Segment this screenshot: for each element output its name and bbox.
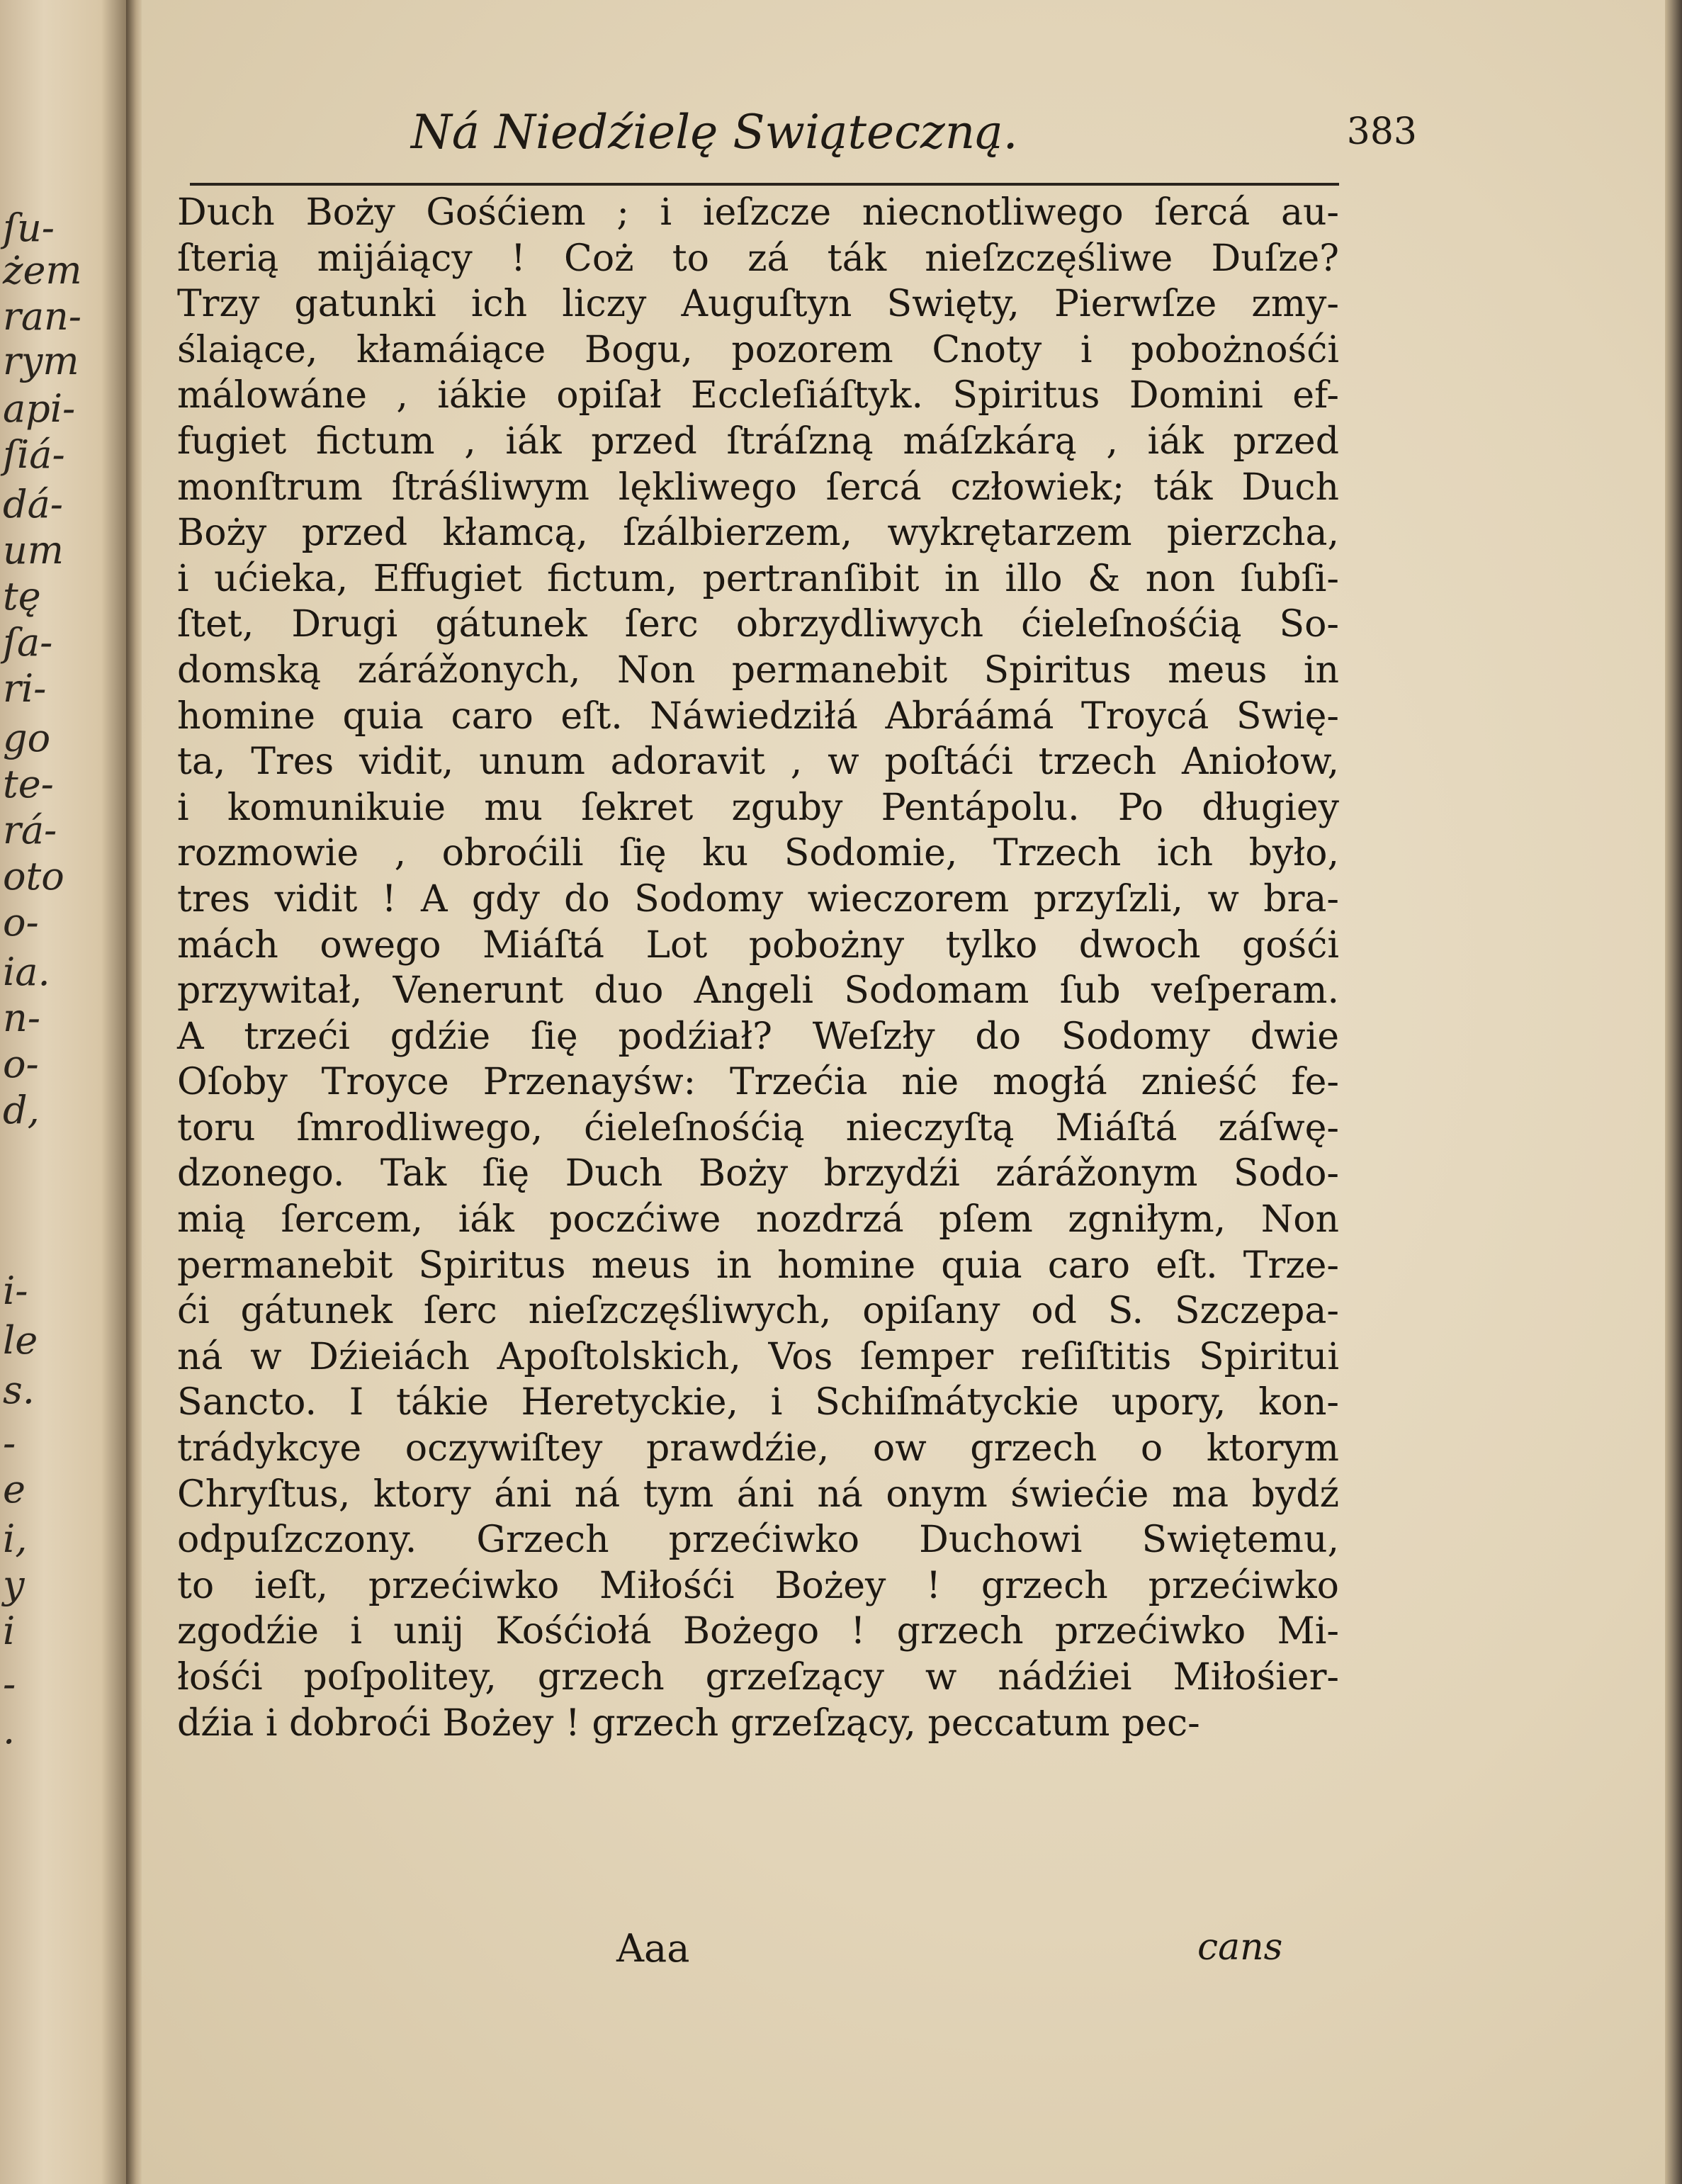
text-line: ta, Tres vidit, unum adoravit , w poſtáći trzech Aniołow, (177, 741, 1339, 784)
margin-fragment: ſa- (3, 620, 53, 665)
text-line: ſtet, Drugi gátunek ſerc obrzydliwych ćieleſnośćią So- (177, 603, 1339, 646)
page-number: 383 (1346, 111, 1417, 153)
text-line: homine quia caro eſt. Náwiedziłá Abráámá Troycá Swię- (177, 694, 1339, 738)
margin-fragment: o- (3, 1042, 39, 1086)
text-line: i komunikuie mu ſekret zguby Pentápolu. Po długiey (177, 786, 1339, 829)
header-rule (190, 183, 1339, 186)
text-line: i ućieka, Effugiet fictum, pertranſibit in illo & non ſubſi- (177, 557, 1339, 600)
margin-fragment: s. (3, 1368, 35, 1412)
text-line: przywitał, Venerunt duo Angeli Sodomam ſub veſperam. (177, 969, 1339, 1013)
margin-fragment: le (3, 1318, 38, 1363)
text-line: permanebit Spiritus meus in homine quia caro eſt. Trze- (177, 1244, 1339, 1287)
text-line: Chryſtus, ktory áni ná tym áni ná onym świećie ma bydź (177, 1473, 1339, 1516)
margin-fragment: go (3, 716, 51, 760)
text-line: ći gátunek ſerc nieſzczęśliwych, opiſany od S. Szczepa- (177, 1290, 1339, 1333)
page-header (283, 105, 1417, 169)
text-line: tres vidit ! A gdy do Sodomy wieczorem przyſzli, w bra- (177, 877, 1339, 921)
text-line: ſterią mijáiący ! Coż to zá ták nieſzczęśliwe Duſze? (177, 237, 1339, 280)
text-line: odpuſzczony. Grzech przećiwko Duchowi Swiętemu, (177, 1519, 1339, 1562)
text-line: Sancto. I tákie Heretyckie, i Schiſmátyckie upory, kon- (177, 1381, 1339, 1424)
page-edge (1665, 0, 1682, 2184)
margin-fragment: ia. (3, 950, 50, 994)
running-title: Ná Niedźielę Swiąteczną. (411, 105, 1018, 159)
signature-mark: Aaa (616, 1926, 690, 1971)
margin-fragment: e (3, 1467, 26, 1512)
margin-fragment: api- (3, 386, 76, 431)
margin-fragment: d, (3, 1088, 40, 1132)
text-line: domską zárážonych, Non permanebit Spiritus meus in (177, 648, 1339, 692)
margin-fragment: i- (3, 1268, 28, 1313)
margin-fragment: rá- (3, 808, 57, 852)
margin-fragment: i, (3, 1516, 28, 1561)
margin-fragment: żem (3, 248, 82, 293)
margin-fragment: tę (3, 574, 41, 619)
text-line: mią ſercem, iák poczćiwe nozdrzá pſem zgniłym, Non (177, 1198, 1339, 1242)
text-line: mách owego Miáſtá Lot pobożny tylko dwoch gośći (177, 923, 1339, 967)
text-line: łośći poſpolitey, grzech grzeſzący w nádźiei Miłośier- (177, 1656, 1339, 1699)
text-line: zgodźie i unij Kośćiołá Bożego ! grzech przećiwko Mi- (177, 1610, 1339, 1653)
margin-fragment: um (3, 528, 64, 573)
text-line: to ieſt, przećiwko Miłośći Bożey ! grzech przećiwko (177, 1564, 1339, 1607)
margin-fragment: rym (3, 339, 79, 383)
body-text (177, 190, 1339, 1746)
text-line: fugiet fictum , iák przed ſtráſzną máſzkárą , iák przed (177, 420, 1339, 463)
book-gutter (126, 0, 143, 2184)
text-line: ná w Dźieiách Apoſtolskich, Vos ſemper reſiſtitis Spiritui (177, 1335, 1339, 1378)
margin-fragment: i (3, 1609, 16, 1653)
text-line: A trzeći gdźie ſię podźiał? Weſzły do Sodomy dwie (177, 1015, 1339, 1058)
text-line: ślaiące, kłamáiące Bogu, pozorem Cnoty i pobożnośći (177, 328, 1339, 371)
margin-fragment: . (3, 1708, 16, 1752)
margin-fragment: - (3, 1662, 16, 1706)
page-footer (177, 1926, 1339, 1976)
text-line: Duch Boży Gośćiem ; i ieſzcze niecnotliwego ſercá au- (177, 191, 1339, 234)
text-line: Boży przed kłamcą, ſzálbierzem, wykrętarzem pierzcha, (177, 512, 1339, 555)
text-line: rozmowie , obroćili ſię ku Sodomie, Trzech ich było, (177, 832, 1339, 875)
margin-fragment: n- (3, 996, 41, 1040)
margin-fragment: o- (3, 900, 39, 945)
margin-fragment: - (3, 1421, 16, 1465)
margin-fragment: oto (3, 854, 64, 899)
text-line: toru ſmrodliwego, ćieleſnośćią nieczyſtą Miáſtá záſwę- (177, 1106, 1339, 1149)
margin-fragment: ran- (3, 294, 82, 339)
text-line: trádykcye oczywiſtey prawdźie, ow grzech o ktorym (177, 1427, 1339, 1470)
margin-fragment: dá- (3, 482, 64, 527)
left-facing-page (0, 0, 126, 2184)
margin-fragment: te- (3, 762, 54, 806)
text-line: málowáne , iákie opiſał Eccleſiáſtyk. Spiritus Domini ef- (177, 374, 1339, 417)
text-line: Trzy gatunki ich liczy Auguſtyn Swięty, Pierwſze zmy- (177, 283, 1339, 326)
text-line: dzonego. Tak ſię Duch Boży brzydźi zárážonym Sodo- (177, 1152, 1339, 1195)
catchword: cans (1197, 1926, 1283, 1969)
text-line: monſtrum ſtráśliwym lękliwego ſercá człowiek; ták Duch (177, 466, 1339, 509)
margin-fragment: ſiá- (3, 432, 65, 477)
margin-fragment: ri- (3, 666, 47, 711)
margin-fragment: y (3, 1563, 25, 1607)
text-line: dźia i dobroći Bożey ! grzech grzeſzący, peccatum pec- (177, 1701, 1200, 1745)
text-line: Oſoby Troyce Przenayśw: Trzećia nie mogłá znieść fe- (177, 1061, 1339, 1104)
margin-fragment: ſu- (3, 206, 55, 250)
